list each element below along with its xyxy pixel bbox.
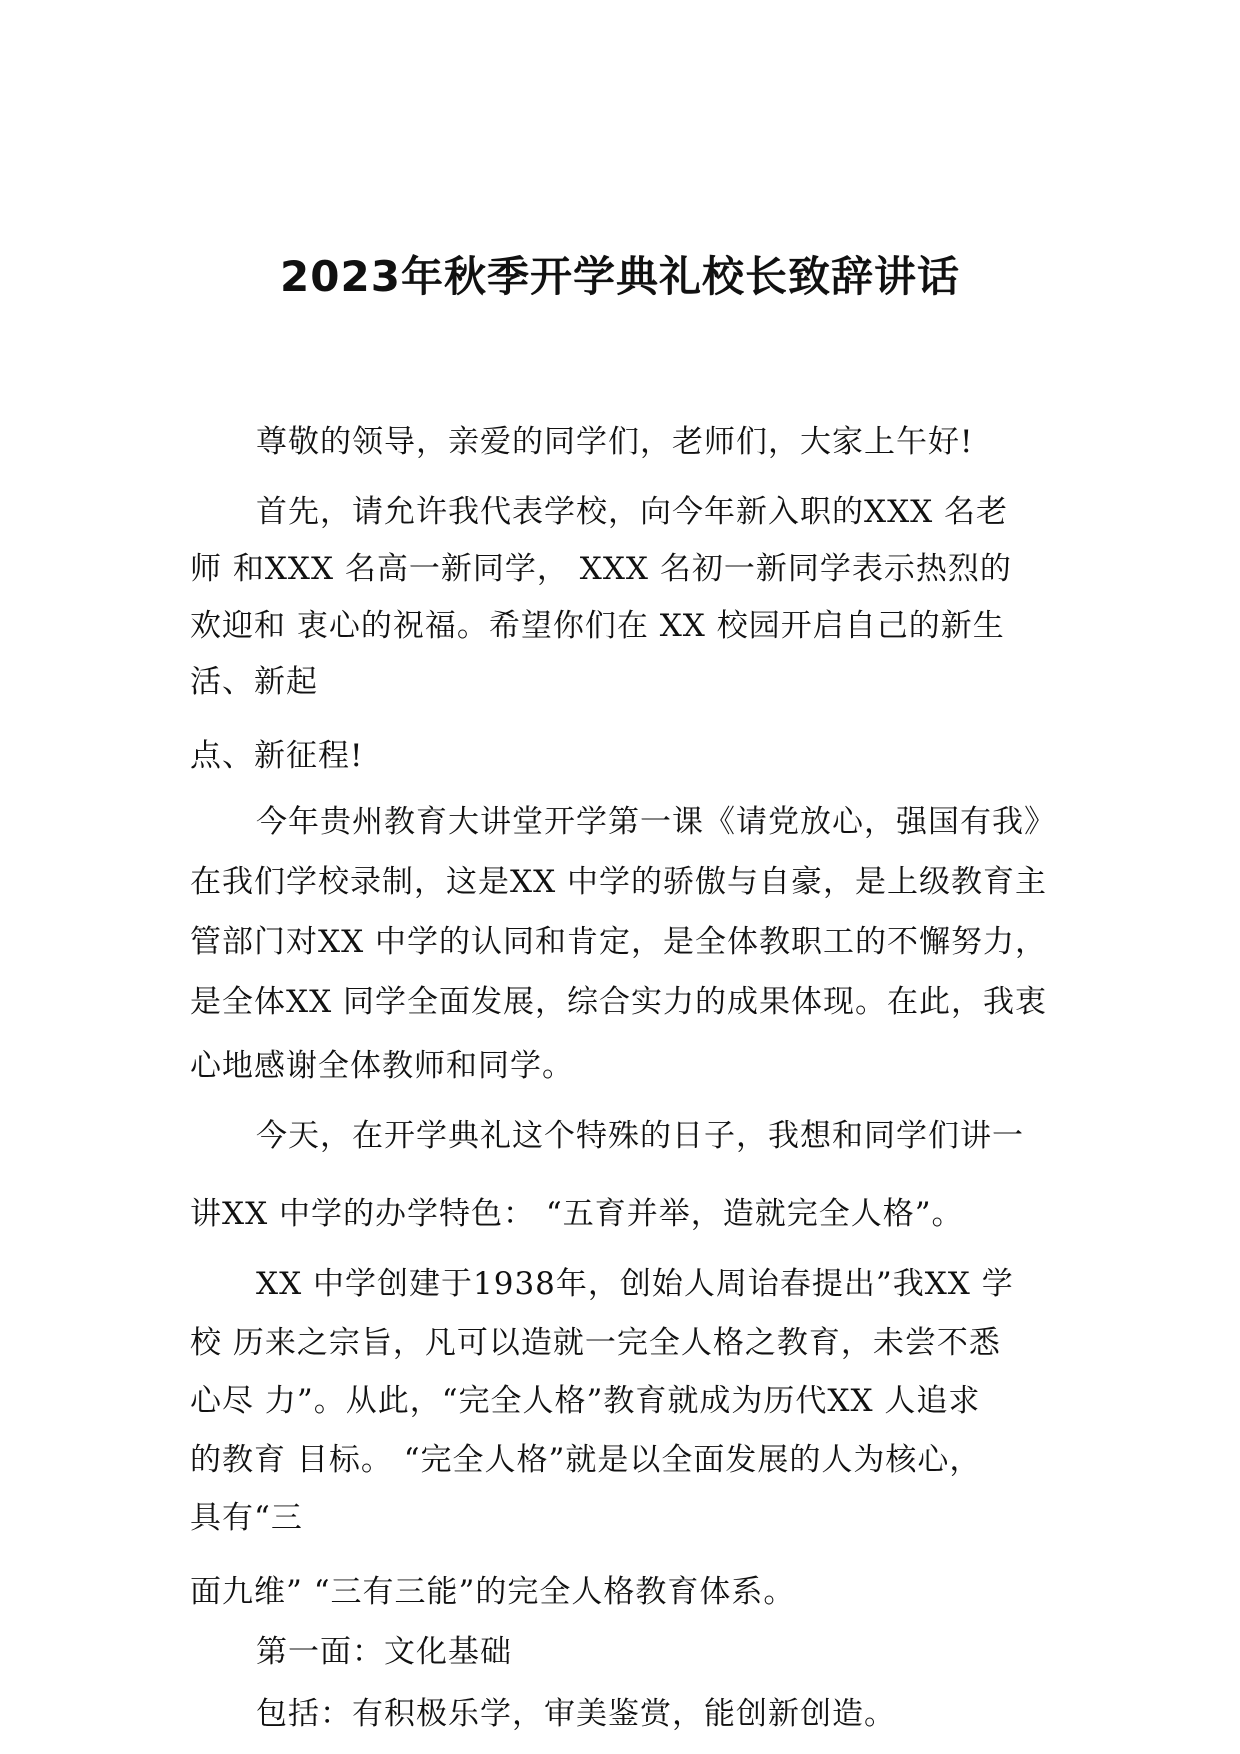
paragraph-history-line-1: XX 中学创建于1938年，创始人周诒春提出”我XX 学 bbox=[256, 1266, 1014, 1302]
paragraph-welcome-line-1: 首先，请允许我代表学校，向今年新入职的XXX 名老 bbox=[256, 494, 1009, 530]
paragraph-lecture-line-4: 是全体XX 同学全面发展，综合实力的成果体现。在此，我衷 bbox=[190, 984, 1047, 1020]
paragraph-welcome-line-4: 活、新起 bbox=[190, 664, 318, 700]
document-title: 2023年秋季开学典礼校长致辞讲话 bbox=[280, 252, 960, 301]
paragraph-history-line-4: 的教育 目标。 “完全人格”就是以全面发展的人为核心， bbox=[190, 1442, 982, 1478]
paragraph-lecture-line-1: 今年贵州教育大讲堂开学第一课《请党放心，强国有我》 bbox=[256, 804, 1056, 840]
paragraph-welcome-line-3: 欢迎和 衷心的祝福。希望你们在 XX 校园开启自己的新生 bbox=[190, 608, 1005, 644]
paragraph-history-line-6: 面九维” “三有三能”的完全人格教育体系。 bbox=[190, 1574, 796, 1610]
paragraph-lecture-line-5: 心地感谢全体教师和同学。 bbox=[190, 1048, 574, 1084]
paragraph-lecture-line-3: 管部门对XX 中学的认同和肯定，是全体教职工的不懈努力， bbox=[190, 924, 1047, 960]
section-heading-first-face: 第一面：文化基础 bbox=[256, 1634, 512, 1670]
paragraph-lecture-line-2: 在我们学校录制，这是XX 中学的骄傲与自豪，是上级教育主 bbox=[190, 864, 1047, 900]
paragraph-feature-line-2: 讲XX 中学的办学特色： “五育并举，造就完全人格”。 bbox=[190, 1196, 964, 1232]
paragraph-greeting: 尊敬的领导，亲爱的同学们，老师们，大家上午好! bbox=[256, 424, 974, 460]
paragraph-feature-line-1: 今天，在开学典礼这个特殊的日子，我想和同学们讲一 bbox=[256, 1118, 1024, 1154]
paragraph-welcome-line-5: 点、新征程! bbox=[190, 738, 364, 774]
paragraph-history-line-5: 具有“三 bbox=[190, 1500, 303, 1536]
paragraph-welcome-line-2: 师 和XXX 名高一新同学， XXX 名初一新同学表示热烈的 bbox=[190, 551, 1012, 587]
paragraph-first-face-detail: 包括：有积极乐学，审美鉴赏，能创新创造。 bbox=[256, 1696, 896, 1732]
paragraph-history-line-2: 校 历来之宗旨，凡可以造就一完全人格之教育，未尝不悉 bbox=[190, 1325, 1001, 1361]
paragraph-history-line-3: 心尽 力”。从此，“完全人格”教育就成为历代XX 人追求 bbox=[190, 1383, 981, 1419]
